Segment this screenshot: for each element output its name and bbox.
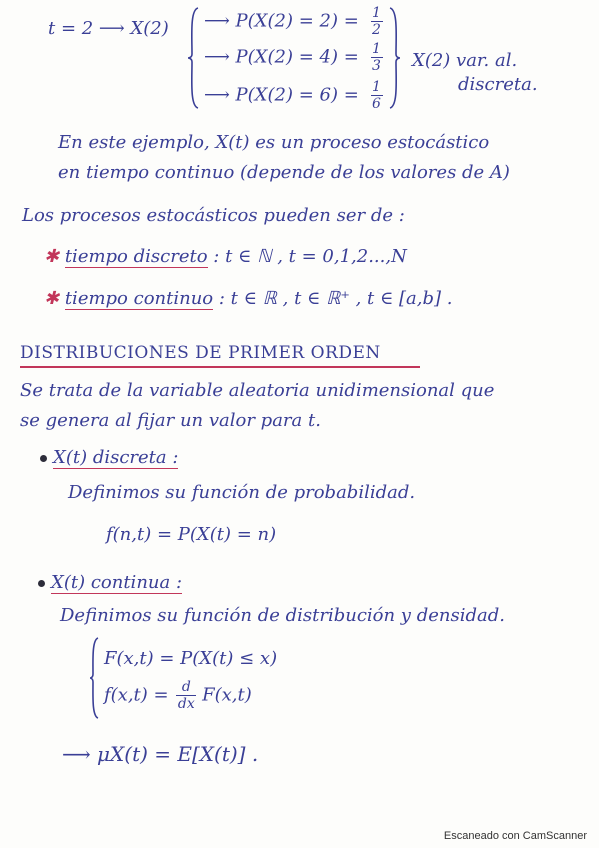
left-brace-icon (88, 636, 100, 720)
note-line-1: X(2) var. al. (412, 50, 518, 71)
type-discrete-rest: : t ∈ ℕ , t = 0,1,2...,N (213, 246, 407, 267)
case-row-1 (204, 6, 383, 37)
formula2-left: f(x,t) = (104, 684, 169, 706)
case-1-fraction (371, 6, 383, 37)
case-2-num: 1 (372, 41, 381, 57)
para1-line2: en tiempo continuo (depende de los valores de A) (58, 162, 510, 183)
case-2-fraction (371, 42, 383, 73)
case-1-den: 2 (372, 22, 381, 38)
note-line-2: discreta. (458, 74, 538, 95)
derivative-num: d (181, 679, 191, 695)
case-2-text: ⟶ P(X(2) = 4) = (204, 46, 359, 68)
bullet-icon (40, 455, 47, 462)
case-3-text: ⟶ P(X(2) = 6) = (204, 84, 359, 106)
case-1-text: ⟶ P(X(2) = 2) = (204, 10, 359, 32)
discrete-title-text: X(t) discreta : (53, 447, 179, 468)
left-brace-icon (186, 6, 200, 110)
types-intro: Los procesos estocásticos pueden ser de : (22, 205, 405, 226)
continuous-formula-1: F(x,t) = P(X(t) ≤ x) (104, 648, 278, 669)
formula2-right: F(x,t) (202, 684, 252, 706)
section-heading-underline (20, 366, 420, 368)
case-row-3 (204, 80, 383, 111)
scanner-watermark: Escaneado con CamScanner (443, 830, 587, 842)
mean-formula: ⟶ μX(t) = E[X(t)] . (62, 742, 259, 766)
continuous-title-text: X(t) continua : (51, 572, 183, 593)
type-continuous (44, 288, 453, 309)
star-icon: ✱ (44, 288, 60, 309)
continuous-desc: Definimos su función de distribución y densidad. (60, 605, 505, 626)
derivative-fraction (176, 680, 196, 711)
case-row-2 (204, 42, 383, 73)
case-3-fraction (371, 80, 383, 111)
case-2-den: 3 (372, 58, 381, 74)
type-continuous-label: tiempo continuo (64, 288, 214, 309)
discrete-desc: Definimos su función de probabilidad. (68, 482, 416, 503)
continuous-formula-2 (104, 680, 252, 711)
case-1-num: 1 (372, 5, 381, 21)
case-3-num: 1 (372, 79, 381, 95)
type-discrete (44, 246, 407, 267)
top-left-expression: t = 2 ⟶ X(2) (48, 18, 169, 39)
right-brace-icon (388, 6, 402, 110)
section-line-1: Se trata de la variable aleatoria unidimensional que (20, 380, 495, 401)
para1-line1: En este ejemplo, X(t) es un proceso estocástico (58, 132, 490, 153)
case-3-den: 6 (372, 96, 381, 112)
type-discrete-label: tiempo discreto (64, 246, 208, 267)
discrete-title (40, 447, 178, 468)
bullet-icon (38, 580, 45, 587)
type-continuous-rest: : t ∈ ℝ , t ∈ ℝ⁺ , t ∈ [a,b] . (218, 288, 453, 309)
continuous-title (38, 572, 182, 593)
derivative-den: dx (177, 696, 195, 712)
section-heading: DISTRIBUCIONES DE PRIMER ORDEN (20, 343, 381, 363)
star-icon: ✱ (44, 246, 60, 267)
section-line-2: se genera al fijar un valor para t. (20, 410, 321, 431)
discrete-formula: f(n,t) = P(X(t) = n) (106, 524, 277, 545)
